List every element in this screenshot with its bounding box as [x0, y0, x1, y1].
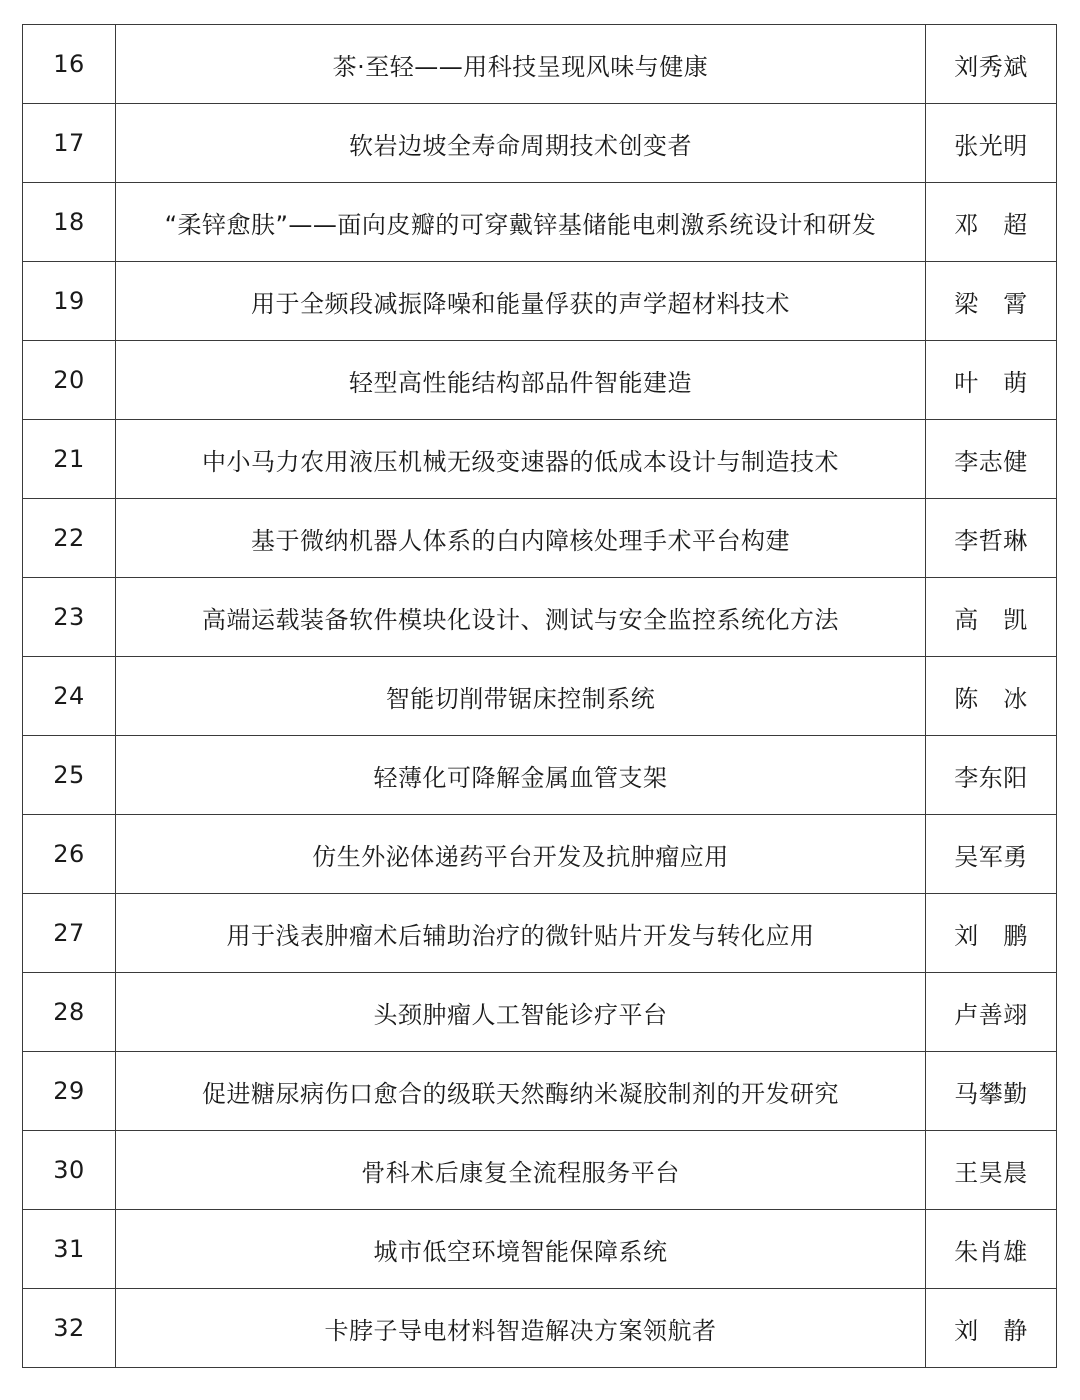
row-number: 18 — [23, 183, 116, 262]
project-table-body — [23, 25, 1057, 1368]
project-title: 中小马力农用液压机械无级变速器的低成本设计与制造技术 — [116, 420, 926, 499]
leader-name: 李哲琳 — [926, 499, 1057, 578]
project-title: 卡脖子导电材料智造解决方案领航者 — [116, 1289, 926, 1368]
row-number: 23 — [23, 578, 116, 657]
table-row — [23, 1289, 1057, 1368]
leader-name: 刘 静 — [926, 1289, 1057, 1368]
leader-name: 邓 超 — [926, 183, 1057, 262]
row-number: 21 — [23, 420, 116, 499]
leader-name: 王昊晨 — [926, 1131, 1057, 1210]
row-number: 17 — [23, 104, 116, 183]
project-title: 仿生外泌体递药平台开发及抗肿瘤应用 — [116, 815, 926, 894]
table-row — [23, 894, 1057, 973]
row-number: 31 — [23, 1210, 116, 1289]
row-number: 29 — [23, 1052, 116, 1131]
row-number: 30 — [23, 1131, 116, 1210]
leader-name: 叶 萌 — [926, 341, 1057, 420]
row-number: 28 — [23, 973, 116, 1052]
row-number: 26 — [23, 815, 116, 894]
leader-name: 高 凯 — [926, 578, 1057, 657]
leader-name: 朱肖雄 — [926, 1210, 1057, 1289]
table-row — [23, 104, 1057, 183]
row-number: 20 — [23, 341, 116, 420]
table-row — [23, 341, 1057, 420]
leader-name: 马攀勤 — [926, 1052, 1057, 1131]
leader-name: 张光明 — [926, 104, 1057, 183]
leader-name: 陈 冰 — [926, 657, 1057, 736]
table-row — [23, 183, 1057, 262]
project-title: 用于全频段减振降噪和能量俘获的声学超材料技术 — [116, 262, 926, 341]
row-number: 16 — [23, 25, 116, 104]
row-number: 32 — [23, 1289, 116, 1368]
project-title: 高端运载装备软件模块化设计、测试与安全监控系统化方法 — [116, 578, 926, 657]
leader-name: 李志健 — [926, 420, 1057, 499]
project-title: 城市低空环境智能保障系统 — [116, 1210, 926, 1289]
table-row — [23, 973, 1057, 1052]
project-table-container — [22, 24, 1056, 1368]
row-number: 27 — [23, 894, 116, 973]
leader-name: 李东阳 — [926, 736, 1057, 815]
leader-name: 吴军勇 — [926, 815, 1057, 894]
leader-name: 梁 霄 — [926, 262, 1057, 341]
table-row — [23, 499, 1057, 578]
row-number: 25 — [23, 736, 116, 815]
leader-name: 卢善翊 — [926, 973, 1057, 1052]
table-row — [23, 420, 1057, 499]
project-title: 基于微纳机器人体系的白内障核处理手术平台构建 — [116, 499, 926, 578]
row-number: 19 — [23, 262, 116, 341]
project-title: 促进糖尿病伤口愈合的级联天然酶纳米凝胶制剂的开发研究 — [116, 1052, 926, 1131]
project-title: 智能切削带锯床控制系统 — [116, 657, 926, 736]
project-table — [22, 24, 1057, 1368]
project-title: 头颈肿瘤人工智能诊疗平台 — [116, 973, 926, 1052]
project-title: 轻薄化可降解金属血管支架 — [116, 736, 926, 815]
leader-name: 刘秀斌 — [926, 25, 1057, 104]
table-row — [23, 736, 1057, 815]
project-title: 骨科术后康复全流程服务平台 — [116, 1131, 926, 1210]
table-row — [23, 262, 1057, 341]
row-number: 24 — [23, 657, 116, 736]
project-title: 用于浅表肿瘤术后辅助治疗的微针贴片开发与转化应用 — [116, 894, 926, 973]
project-title: 软岩边坡全寿命周期技术创变者 — [116, 104, 926, 183]
leader-name: 刘 鹏 — [926, 894, 1057, 973]
table-row — [23, 578, 1057, 657]
project-title: 轻型高性能结构部品件智能建造 — [116, 341, 926, 420]
project-title: 茶·至轻——用科技呈现风味与健康 — [116, 25, 926, 104]
table-row — [23, 815, 1057, 894]
row-number: 22 — [23, 499, 116, 578]
table-row — [23, 1052, 1057, 1131]
table-row — [23, 1131, 1057, 1210]
table-row — [23, 25, 1057, 104]
project-title: “柔锌愈肤”——面向皮瓣的可穿戴锌基储能电刺激系统设计和研发 — [116, 183, 926, 262]
table-row — [23, 657, 1057, 736]
table-row — [23, 1210, 1057, 1289]
